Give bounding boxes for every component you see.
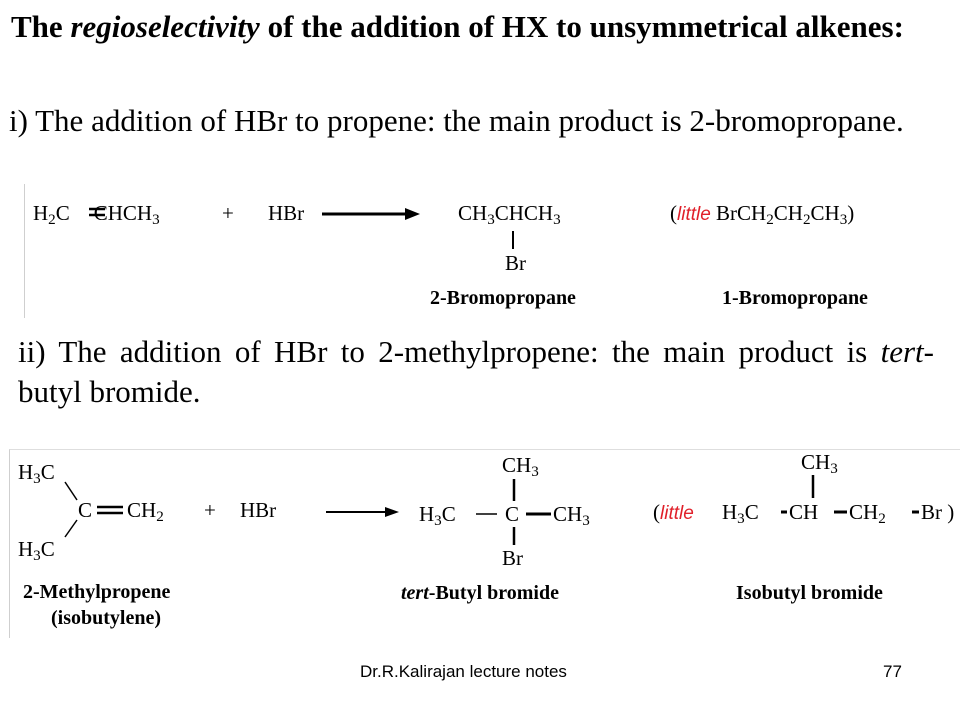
plus-sign: +: [204, 498, 216, 522]
reaction-scheme-2-methylpropene: [9, 449, 960, 638]
methyl-top: $H_3C$: [18, 460, 55, 488]
product-methyl-left: $H_3C$: [419, 502, 456, 530]
minor-methyl-top: $CH_3$: [801, 450, 838, 478]
reaction-arrow-head: [405, 208, 420, 220]
methyl-bottom: $H_3C$: [18, 537, 55, 565]
alkene-carbon: C: [78, 498, 93, 522]
minor-open-paren: (little: [653, 500, 694, 524]
slide-title: The regioselectivity of the addition of HX to unsymmetrical alkenes:: [11, 9, 904, 44]
footer-credit: Dr.R.Kalirajan lecture notes: [360, 662, 567, 681]
minor-product-formula: (little $BrCH_2CH_2CH_3$): [670, 201, 855, 229]
point-i-text: i) The addition of HBr to propene: the main product is 2-bromopropane.: [9, 103, 904, 138]
label-1-bromopropane: 1-Bromopropane: [722, 287, 868, 309]
label-isobutylene: (isobutylene): [51, 607, 161, 629]
bond-bottom-methyl: [65, 520, 77, 537]
minor-bromine: Br ): [921, 500, 955, 524]
minor-methylene: $CH_2$: [849, 500, 886, 528]
hbr-reagent: HBr: [268, 201, 305, 225]
point-ii-text: ii) The addition of HBr to 2-methylpropene: the main product is tert-butyl bromide.: [18, 334, 934, 409]
hbr-reagent: HBr: [240, 498, 277, 522]
bond-top-methyl: [65, 482, 77, 500]
methylene-group: $CH_2$: [127, 498, 164, 526]
propene-formula: $H_2C$ $CHCH_3$: [33, 201, 160, 229]
plus-sign: +: [222, 201, 234, 225]
product-bromine: Br: [502, 546, 523, 570]
product-central-carbon: C: [505, 502, 520, 526]
label-isobutyl-bromide: Isobutyl bromide: [736, 582, 883, 604]
product-methyl-top: $CH_3$: [502, 453, 539, 481]
reaction-scheme-propene: [24, 184, 931, 318]
bromine-substituent: Br: [505, 251, 526, 275]
label-tert-butyl-bromide: tert-Butyl bromide: [401, 582, 559, 604]
minor-methyl-left: $H_3C$: [722, 500, 759, 528]
label-2-bromopropane: 2-Bromopropane: [430, 287, 576, 309]
page-number: 77: [883, 662, 902, 681]
minor-methine: CH: [789, 500, 819, 524]
2-bromopropane-formula: $CH_3CHCH_3$: [458, 201, 561, 229]
label-2-methylpropene: 2-Methylpropene: [23, 581, 171, 603]
product-methyl-right: $CH_3$: [553, 502, 590, 530]
reaction-arrow-head: [385, 507, 399, 517]
